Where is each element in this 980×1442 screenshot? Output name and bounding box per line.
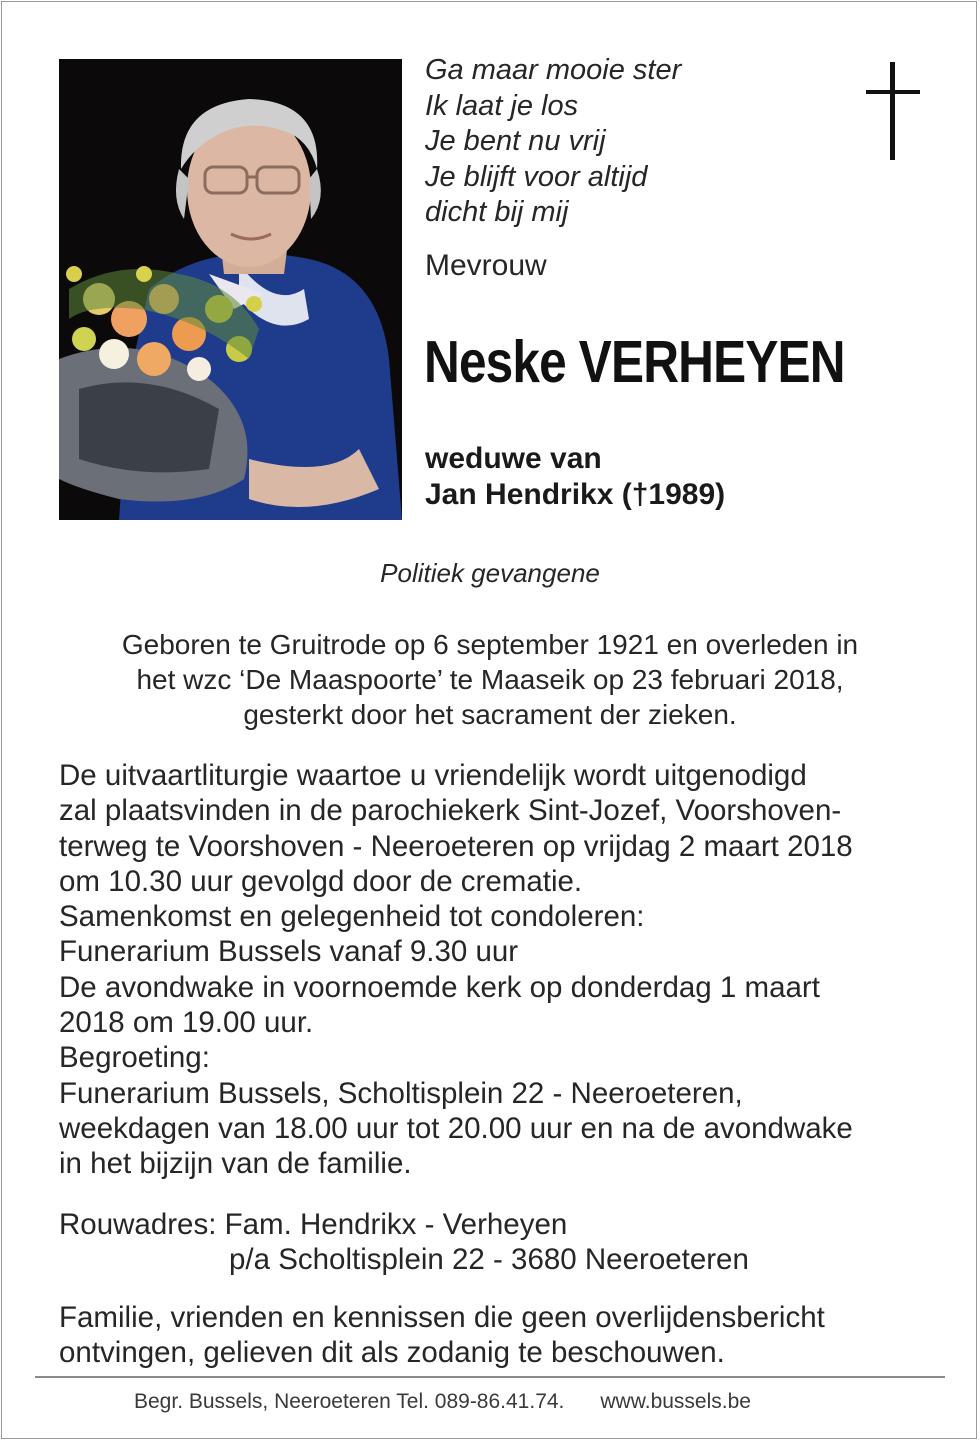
poem-line: Ga maar mooie ster: [425, 54, 682, 86]
body-line: terweg te Voorshoven - Neeroeteren op vrijdag 2 maart 2018: [59, 829, 853, 863]
closing-note: [59, 1300, 825, 1370]
body-line: De uitvaartliturgie waartoe u vriendelijk wordt uitgenodigd: [59, 759, 807, 792]
portrait-illustration: [59, 59, 402, 520]
deceased-name: Neske VERHEYEN: [424, 329, 845, 395]
body-line: Funerarium Bussels, Scholtisplein 22 - Neeroeteren,: [59, 1076, 743, 1110]
subtitle: Politiek gevangene: [380, 558, 600, 588]
funeral-details: [59, 758, 853, 1182]
mourning-address: [59, 1207, 749, 1277]
rouwadres-address: p/a Scholtisplein 22 - 3680 Neeroeteren: [229, 1243, 749, 1276]
body-line: De avondwake in voornoemde kerk op donderdag 1 maart: [59, 970, 820, 1004]
poem-line: dicht bij mij: [425, 196, 569, 228]
poem-line: Je blijft voor altijd: [425, 160, 648, 193]
body-line: om 10.30 uur gevolgd door de crematie.: [59, 864, 583, 898]
body-line: Funerarium Bussels vanaf 9.30 uur: [59, 935, 519, 969]
body-line: Samenkomst en gelegenheid tot condoleren:: [59, 900, 645, 934]
salutation: Mevrouw: [425, 249, 547, 282]
footer-website-link[interactable]: www.bussels.be: [600, 1390, 751, 1413]
closing-line: Familie, vrienden en kennissen die geen overlijdensbericht: [59, 1301, 825, 1334]
closing-line: ontvingen, gelieven dit als zodanig te beschouwen.: [59, 1336, 725, 1369]
birth-line: gesterkt door het sacrament der zieken.: [243, 699, 737, 730]
widow-label: weduwe van: [425, 442, 602, 475]
poem-line: Je bent nu vrij: [425, 125, 606, 157]
birth-line: het wzc ‘De Maaspoorte’ te Maaseik op 23 februari 2018,: [136, 664, 844, 695]
birth-death-info: [0, 627, 980, 732]
body-line: in het bijzijn van de familie.: [59, 1147, 412, 1181]
body-line: zal plaatsvinden in de parochiekerk Sint-Jozef, Voorshoven-: [59, 794, 842, 828]
body-line: weekdagen van 18.00 uur tot 20.00 uur en na de avondwake: [59, 1111, 853, 1145]
footer: [134, 1390, 751, 1414]
birth-line: Geboren te Gruitrode op 6 september 1921 en overleden in: [121, 629, 859, 660]
poem: [425, 53, 681, 231]
rouwadres-line: Rouwadres: Fam. Hendrikx - Verheyen: [59, 1208, 568, 1241]
body-line: 2018 om 19.00 uur.: [59, 1006, 314, 1040]
body-line: Begroeting:: [59, 1041, 210, 1075]
portrait-photo: [59, 59, 402, 520]
spouse-name: Jan Hendrikx (†1989): [425, 478, 726, 511]
widow-of: [425, 441, 725, 513]
footer-contact: Begr. Bussels, Neeroeteren Tel. 089-86.41.74.: [134, 1390, 565, 1413]
footer-divider: [35, 1376, 945, 1378]
poem-line: Ik laat je los: [425, 89, 579, 122]
cross-icon: [862, 62, 924, 160]
